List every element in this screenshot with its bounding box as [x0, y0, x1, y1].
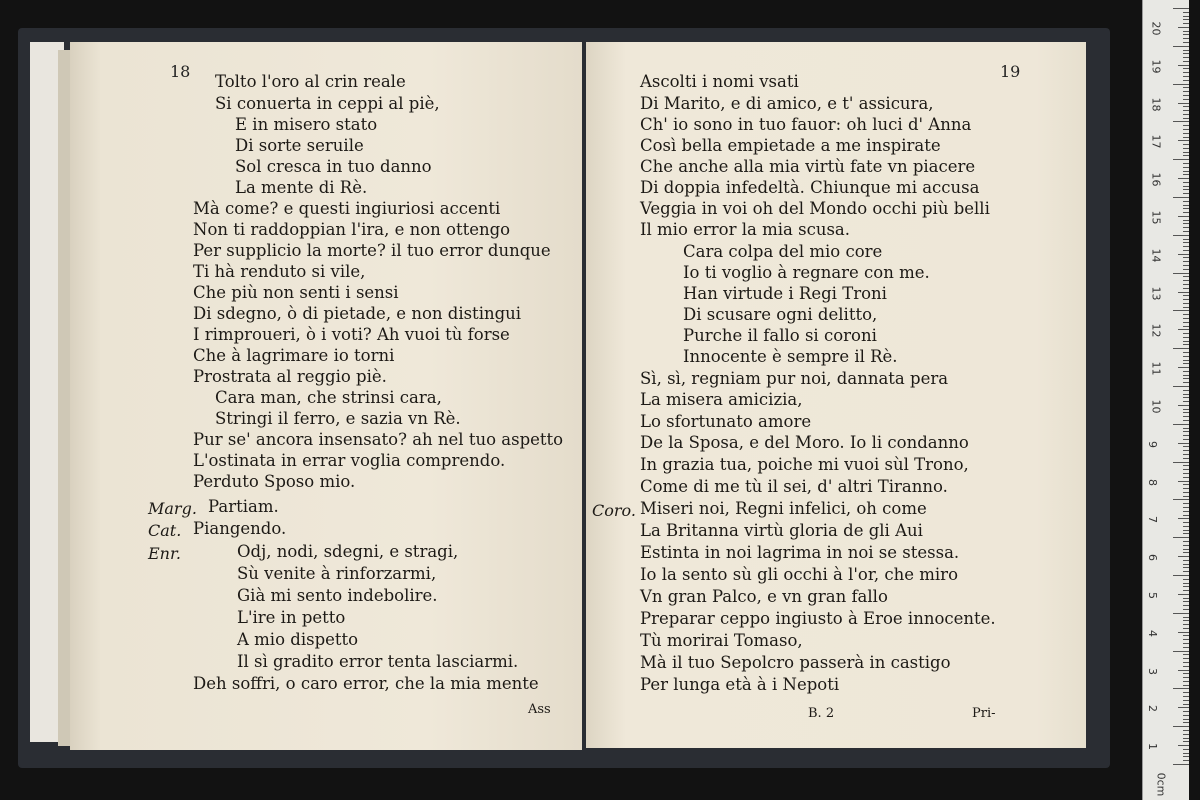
- ruler-label: 13: [1149, 286, 1163, 301]
- ruler-tick: [1173, 348, 1189, 349]
- right-text-line: Lo sfortunato amore: [640, 412, 812, 431]
- ruler-tick: [1178, 140, 1189, 141]
- ruler-tick: [1183, 647, 1189, 648]
- ruler-tick: [1183, 299, 1189, 300]
- ruler-tick: [1178, 178, 1189, 179]
- ruler-tick: [1183, 356, 1189, 357]
- ruler-tick: [1183, 227, 1189, 228]
- left-text-line: Ti hà renduto si vile,: [193, 262, 366, 281]
- right-text-line: Che anche alla mia virtù fate vn piacere: [640, 157, 976, 176]
- ruler-tick: [1183, 601, 1189, 602]
- right-text-line: Innocente è sempre il Rè.: [683, 347, 898, 366]
- ruler-tick: [1183, 265, 1189, 266]
- ruler-tick: [1173, 121, 1189, 122]
- ruler-tick: [1183, 549, 1189, 550]
- ruler-label: 3: [1146, 667, 1159, 675]
- ruler-tick: [1183, 382, 1189, 383]
- ruler-tick: [1178, 405, 1189, 406]
- ruler-label: 12: [1149, 323, 1163, 338]
- ruler-tick: [1183, 163, 1189, 164]
- ruler-tick: [1173, 46, 1189, 47]
- ruler-tick: [1183, 753, 1189, 754]
- left-speaker-label: Cat.: [148, 521, 182, 540]
- left-text-line: Il sì gradito error tenta lasciarmi.: [237, 652, 519, 671]
- right-text-line: Miseri noi, Regni infelici, oh come: [640, 499, 927, 518]
- ruler-tick: [1183, 658, 1189, 659]
- ruler-tick: [1183, 344, 1189, 345]
- left-text-line: Deh soffri, o caro error, che la mia mente: [193, 674, 539, 693]
- ruler-tick: [1183, 42, 1189, 43]
- ruler-tick: [1183, 458, 1189, 459]
- left-text-line: Che più non senti i sensi: [193, 283, 399, 302]
- ruler-tick: [1183, 208, 1189, 209]
- left-text-line: Mà come? e questi ingiuriosi accenti: [193, 199, 501, 218]
- ruler-tick: [1183, 654, 1189, 655]
- ruler-tick: [1178, 254, 1189, 255]
- ruler-label: 8: [1146, 478, 1159, 486]
- ruler-tick: [1183, 469, 1189, 470]
- ruler-tick: [1183, 110, 1189, 111]
- right-text-line: Di doppia infedeltà. Chiunque mi accusa: [640, 178, 980, 197]
- right-text-line: La misera amicizia,: [640, 390, 803, 409]
- ruler-tick: [1183, 530, 1189, 531]
- left-text-line: La mente di Rè.: [235, 178, 368, 197]
- ruler-tick: [1183, 371, 1189, 372]
- ruler-tick: [1173, 235, 1189, 236]
- left-text-line: Prostrata al reggio piè.: [193, 367, 387, 386]
- ruler-tick: [1183, 696, 1189, 697]
- ruler-tick: [1183, 220, 1189, 221]
- ruler-tick: [1183, 617, 1189, 618]
- right-text-line: La Britanna virtù gloria de gli Aui: [640, 521, 923, 540]
- ruler-tick: [1183, 564, 1189, 565]
- ruler-tick: [1183, 620, 1189, 621]
- left-speaker-label: Marg.: [148, 499, 197, 518]
- ruler-tick: [1173, 84, 1189, 85]
- ruler-tick: [1183, 704, 1189, 705]
- ruler-label: 0cm: [1154, 772, 1168, 797]
- ruler-label: 11: [1149, 361, 1163, 376]
- ruler-tick: [1183, 662, 1189, 663]
- ruler-tick: [1183, 257, 1189, 258]
- right-speaker-label: Coro.: [592, 501, 636, 520]
- ruler-tick: [1183, 276, 1189, 277]
- ruler-tick: [1183, 239, 1189, 240]
- ruler-tick: [1173, 197, 1189, 198]
- ruler-tick: [1183, 628, 1189, 629]
- ruler-tick: [1183, 34, 1189, 35]
- ruler-tick: [1183, 318, 1189, 319]
- left-text-line: Che à lagrimare io torni: [193, 346, 395, 365]
- ruler-tick: [1183, 19, 1189, 20]
- right-text-line: Di scusare ogni delitto,: [683, 305, 878, 324]
- left-text-line: Si conuerta in ceppi al piè,: [215, 94, 440, 113]
- ruler-tick: [1183, 639, 1189, 640]
- ruler-tick: [1178, 216, 1189, 217]
- ruler-tick: [1183, 280, 1189, 281]
- ruler-tick: [1183, 284, 1189, 285]
- ruler-tick: [1183, 579, 1189, 580]
- ruler-tick: [1178, 27, 1189, 28]
- right-text-line: Han virtude i Regi Troni: [683, 284, 887, 303]
- ruler-label: 19: [1149, 59, 1163, 74]
- ruler-tick: [1183, 749, 1189, 750]
- ruler-tick: [1183, 673, 1189, 674]
- ruler-tick: [1178, 670, 1189, 671]
- ruler-tick: [1183, 38, 1189, 39]
- ruler-tick: [1183, 87, 1189, 88]
- ruler-tick: [1183, 148, 1189, 149]
- ruler-tick: [1183, 416, 1189, 417]
- ruler-tick: [1178, 745, 1189, 746]
- signature-mark: B. 2: [808, 706, 835, 721]
- ruler-tick: [1183, 552, 1189, 553]
- right-text-line: Io ti voglio à regnare con me.: [683, 263, 930, 282]
- ruler-tick: [1183, 205, 1189, 206]
- ruler-tick: [1183, 545, 1189, 546]
- ruler-tick: [1183, 681, 1189, 682]
- ruler-tick: [1183, 420, 1189, 421]
- ruler-label: 14: [1149, 248, 1163, 263]
- left-text-line: Tolto l'oro al crin reale: [215, 72, 406, 91]
- ruler-tick: [1183, 394, 1189, 395]
- ruler-tick: [1173, 726, 1189, 727]
- ruler-tick: [1178, 556, 1189, 557]
- ruler-tick: [1183, 95, 1189, 96]
- ruler-tick: [1183, 643, 1189, 644]
- ruler-tick: [1173, 651, 1189, 652]
- ruler-tick: [1183, 734, 1189, 735]
- right-text-line: Di Marito, e di amico, e t' assicura,: [640, 94, 934, 113]
- ruler-tick: [1183, 314, 1189, 315]
- right-text-line: Preparar ceppo ingiusto à Eroe innocente.: [640, 609, 996, 628]
- ruler-tick: [1183, 174, 1189, 175]
- left-text-line: Perduto Sposo mio.: [193, 472, 356, 491]
- ruler-label: 7: [1146, 516, 1159, 524]
- ruler-tick: [1183, 129, 1189, 130]
- right-text-line: Ch' io sono in tuo fauor: oh luci d' Anna: [640, 115, 972, 134]
- ruler-label: 1: [1146, 743, 1159, 751]
- ruler-tick: [1183, 337, 1189, 338]
- ruler-tick: [1178, 292, 1189, 293]
- right-text-line: Estinta in noi lagrima in noi se stessa.: [640, 543, 960, 562]
- ruler-tick: [1183, 390, 1189, 391]
- right-text-line: Per lunga età à i Nepoti: [640, 675, 840, 694]
- ruler-label: 9: [1146, 440, 1159, 448]
- left-text-line: E in misero stato: [235, 115, 378, 134]
- ruler-tick: [1183, 261, 1189, 262]
- ruler-tick: [1178, 443, 1189, 444]
- ruler-tick: [1183, 496, 1189, 497]
- right-text-line: Il mio error la mia scusa.: [640, 220, 850, 239]
- ruler-tick: [1183, 378, 1189, 379]
- ruler-tick: [1183, 446, 1189, 447]
- ruler-tick: [1178, 329, 1189, 330]
- ruler-tick: [1183, 492, 1189, 493]
- ruler-tick: [1183, 412, 1189, 413]
- ruler-tick: [1173, 273, 1189, 274]
- ruler-tick: [1183, 741, 1189, 742]
- ruler-tick: [1183, 719, 1189, 720]
- ruler-tick: [1183, 488, 1189, 489]
- ruler-tick: [1183, 401, 1189, 402]
- ruler-tick: [1173, 462, 1189, 463]
- ruler-tick: [1183, 50, 1189, 51]
- ruler-tick: [1183, 722, 1189, 723]
- ruler-tick: [1183, 624, 1189, 625]
- ruler-tick: [1183, 583, 1189, 584]
- ruler-tick: [1178, 65, 1189, 66]
- ruler-tick: [1183, 189, 1189, 190]
- left-page-number: 18: [170, 62, 191, 81]
- ruler-tick: [1183, 250, 1189, 251]
- ruler-tick: [1173, 537, 1189, 538]
- ruler-tick: [1178, 103, 1189, 104]
- ruler-tick: [1183, 450, 1189, 451]
- ruler-label: 4: [1146, 629, 1159, 637]
- right-text-line: Ascolti i nomi vsati: [640, 72, 799, 91]
- ruler-tick: [1183, 333, 1189, 334]
- ruler-tick: [1183, 760, 1189, 761]
- left-text-line: Di sorte seruile: [235, 136, 364, 155]
- ruler-tick: [1183, 635, 1189, 636]
- ruler-tick: [1183, 295, 1189, 296]
- left-text-line: Piangendo.: [193, 519, 287, 538]
- ruler-tick: [1183, 68, 1189, 69]
- ruler-tick: [1183, 756, 1189, 757]
- ruler-tick: [1183, 560, 1189, 561]
- ruler-label: 20: [1149, 21, 1163, 36]
- ruler-tick: [1183, 533, 1189, 534]
- ruler-tick: [1183, 99, 1189, 100]
- ruler-tick: [1183, 454, 1189, 455]
- left-speaker-label: Enr.: [148, 544, 181, 563]
- ruler-tick: [1183, 375, 1189, 376]
- ruler-tick: [1183, 738, 1189, 739]
- ruler-tick: [1183, 212, 1189, 213]
- ruler-tick: [1183, 167, 1189, 168]
- left-text-line: Cara man, che strinsi cara,: [215, 388, 442, 407]
- ruler-tick: [1183, 80, 1189, 81]
- ruler-tick: [1183, 409, 1189, 410]
- ruler-tick: [1183, 431, 1189, 432]
- ruler-tick: [1183, 91, 1189, 92]
- right-catchword: Pri-: [972, 706, 996, 721]
- ruler-tick: [1183, 288, 1189, 289]
- ruler-tick: [1183, 507, 1189, 508]
- ruler-tick: [1173, 499, 1189, 500]
- ruler-tick: [1183, 363, 1189, 364]
- ruler-tick: [1183, 571, 1189, 572]
- ruler-tick: [1178, 707, 1189, 708]
- ruler-tick: [1183, 590, 1189, 591]
- ruler-tick: [1183, 522, 1189, 523]
- ruler-tick: [1183, 201, 1189, 202]
- ruler-tick: [1183, 223, 1189, 224]
- left-text-line: A mio dispetto: [237, 630, 359, 649]
- ruler-label: 16: [1149, 172, 1163, 187]
- right-text-line: Purche il fallo si coroni: [683, 326, 877, 345]
- ruler-tick: [1183, 692, 1189, 693]
- ruler-tick: [1183, 144, 1189, 145]
- ruler-tick: [1173, 575, 1189, 576]
- ruler-tick: [1183, 133, 1189, 134]
- ruler-tick: [1183, 503, 1189, 504]
- ruler-tick: [1183, 61, 1189, 62]
- ruler-tick: [1183, 511, 1189, 512]
- right-text-line: Vn gran Palco, e vn gran fallo: [640, 587, 888, 606]
- left-catchword: Ass: [528, 702, 551, 717]
- ruler-tick: [1183, 106, 1189, 107]
- left-text-line: Già mi sento indebolire.: [237, 586, 438, 605]
- ruler-tick: [1173, 386, 1189, 387]
- right-page-number: 19: [1000, 62, 1021, 81]
- ruler-tick: [1183, 303, 1189, 304]
- ruler-tick: [1183, 541, 1189, 542]
- ruler-tick: [1183, 477, 1189, 478]
- ruler-tick: [1183, 182, 1189, 183]
- ruler-tick: [1183, 76, 1189, 77]
- ruler-tick: [1173, 764, 1189, 765]
- ruler-tick: [1183, 586, 1189, 587]
- ruler-tick: [1183, 435, 1189, 436]
- ruler-tick: [1183, 526, 1189, 527]
- ruler-tick: [1183, 186, 1189, 187]
- ruler-tick: [1173, 8, 1189, 9]
- right-text-line: Tù morirai Tomaso,: [640, 631, 803, 650]
- left-text-line: Non ti raddoppian l'ira, e non ottengo: [193, 220, 511, 239]
- ruler-tick: [1183, 118, 1189, 119]
- ruler-tick: [1183, 53, 1189, 54]
- left-text-line: L'ostinata in errar voglia comprendo.: [193, 451, 506, 470]
- ruler-tick: [1183, 700, 1189, 701]
- ruler-tick: [1183, 598, 1189, 599]
- ruler-tick: [1183, 730, 1189, 731]
- right-text-line: In grazia tua, poiche mi vuoi sùl Trono,: [640, 455, 969, 474]
- ruler-tick: [1183, 23, 1189, 24]
- ruler-tick: [1183, 307, 1189, 308]
- ruler-tick: [1183, 715, 1189, 716]
- ruler-tick: [1178, 481, 1189, 482]
- right-text-line: Come di me tù il sei, d' altri Tiranno.: [640, 477, 948, 496]
- ruler-tick: [1183, 515, 1189, 516]
- ruler-tick: [1183, 397, 1189, 398]
- ruler-tick: [1183, 439, 1189, 440]
- ruler-label: 6: [1146, 554, 1159, 562]
- ruler-tick: [1183, 473, 1189, 474]
- ruler-tick: [1183, 341, 1189, 342]
- ruler-tick: [1183, 352, 1189, 353]
- right-text-line: Cara colpa del mio core: [683, 242, 883, 261]
- left-text-line: I rimproueri, ò i voti? Ah vuoi tù forse: [193, 325, 510, 344]
- ruler-tick: [1178, 632, 1189, 633]
- left-text-line: Odj, nodi, sdegni, e stragi,: [237, 542, 459, 561]
- ruler-label: 10: [1149, 399, 1163, 414]
- ruler-label: 17: [1149, 134, 1163, 149]
- ruler-tick: [1183, 326, 1189, 327]
- left-text-line: Partiam.: [208, 497, 279, 516]
- ruler-label: 15: [1149, 210, 1163, 225]
- left-text-line: Sol cresca in tuo danno: [235, 157, 432, 176]
- ruler-tick: [1183, 152, 1189, 153]
- right-text-line: Io la sento sù gli occhi à l'or, che miro: [640, 565, 959, 584]
- ruler-tick: [1183, 155, 1189, 156]
- ruler-label: 18: [1149, 97, 1163, 112]
- ruler-tick: [1183, 609, 1189, 610]
- ruler-tick: [1183, 171, 1189, 172]
- ruler-tick: [1183, 193, 1189, 194]
- ruler-tick: [1183, 31, 1189, 32]
- ruler-tick: [1183, 114, 1189, 115]
- ruler-tick: [1173, 159, 1189, 160]
- ruler-tick: [1178, 594, 1189, 595]
- left-text-line: Stringi il ferro, e sazia vn Rè.: [215, 409, 461, 428]
- right-text-line: Sì, sì, regniam pur noi, dannata pera: [640, 369, 949, 388]
- ruler-tick: [1183, 666, 1189, 667]
- right-text-line: Veggia in voi oh del Mondo occhi più belli: [640, 199, 990, 218]
- right-text-line: De la Sposa, e del Moro. Io li condanno: [640, 433, 969, 452]
- right-text-line: Mà il tuo Sepolcro passerà in castigo: [640, 653, 951, 672]
- left-text-line: Di sdegno, ò di pietade, e non distingui: [193, 304, 522, 323]
- measurement-ruler: [1142, 0, 1189, 800]
- ruler-tick: [1183, 567, 1189, 568]
- ruler-tick: [1183, 57, 1189, 58]
- ruler-tick: [1183, 428, 1189, 429]
- ruler-tick: [1183, 322, 1189, 323]
- left-text-line: Pur se' ancora insensato? ah nel tuo aspetto: [193, 430, 564, 449]
- ruler-tick: [1183, 685, 1189, 686]
- ruler-tick: [1183, 16, 1189, 17]
- ruler-tick: [1173, 613, 1189, 614]
- ruler-tick: [1183, 231, 1189, 232]
- ruler-tick: [1183, 677, 1189, 678]
- ruler-tick: [1183, 484, 1189, 485]
- left-text-line: Sù venite à rinforzarmi,: [237, 564, 437, 583]
- left-text-line: L'ire in petto: [237, 608, 346, 627]
- ruler-tick: [1183, 605, 1189, 606]
- left-text-line: Per supplicio la morte? il tuo error dunque: [193, 241, 551, 260]
- ruler-tick: [1183, 269, 1189, 270]
- ruler-tick: [1183, 242, 1189, 243]
- ruler-label: 2: [1146, 705, 1159, 713]
- ruler-label: 5: [1146, 592, 1159, 599]
- ruler-tick: [1183, 125, 1189, 126]
- ruler-tick: [1173, 310, 1189, 311]
- ruler-tick: [1178, 367, 1189, 368]
- ruler-tick: [1173, 688, 1189, 689]
- ruler-tick: [1183, 465, 1189, 466]
- ruler-tick: [1183, 246, 1189, 247]
- ruler-tick: [1173, 424, 1189, 425]
- ruler-tick: [1183, 360, 1189, 361]
- ruler-tick: [1178, 518, 1189, 519]
- ruler-tick: [1183, 137, 1189, 138]
- ruler-tick: [1183, 12, 1189, 13]
- right-text-line: Così bella empietade a me inspirate: [640, 136, 941, 155]
- ruler-tick: [1183, 72, 1189, 73]
- ruler-tick: [1183, 711, 1189, 712]
